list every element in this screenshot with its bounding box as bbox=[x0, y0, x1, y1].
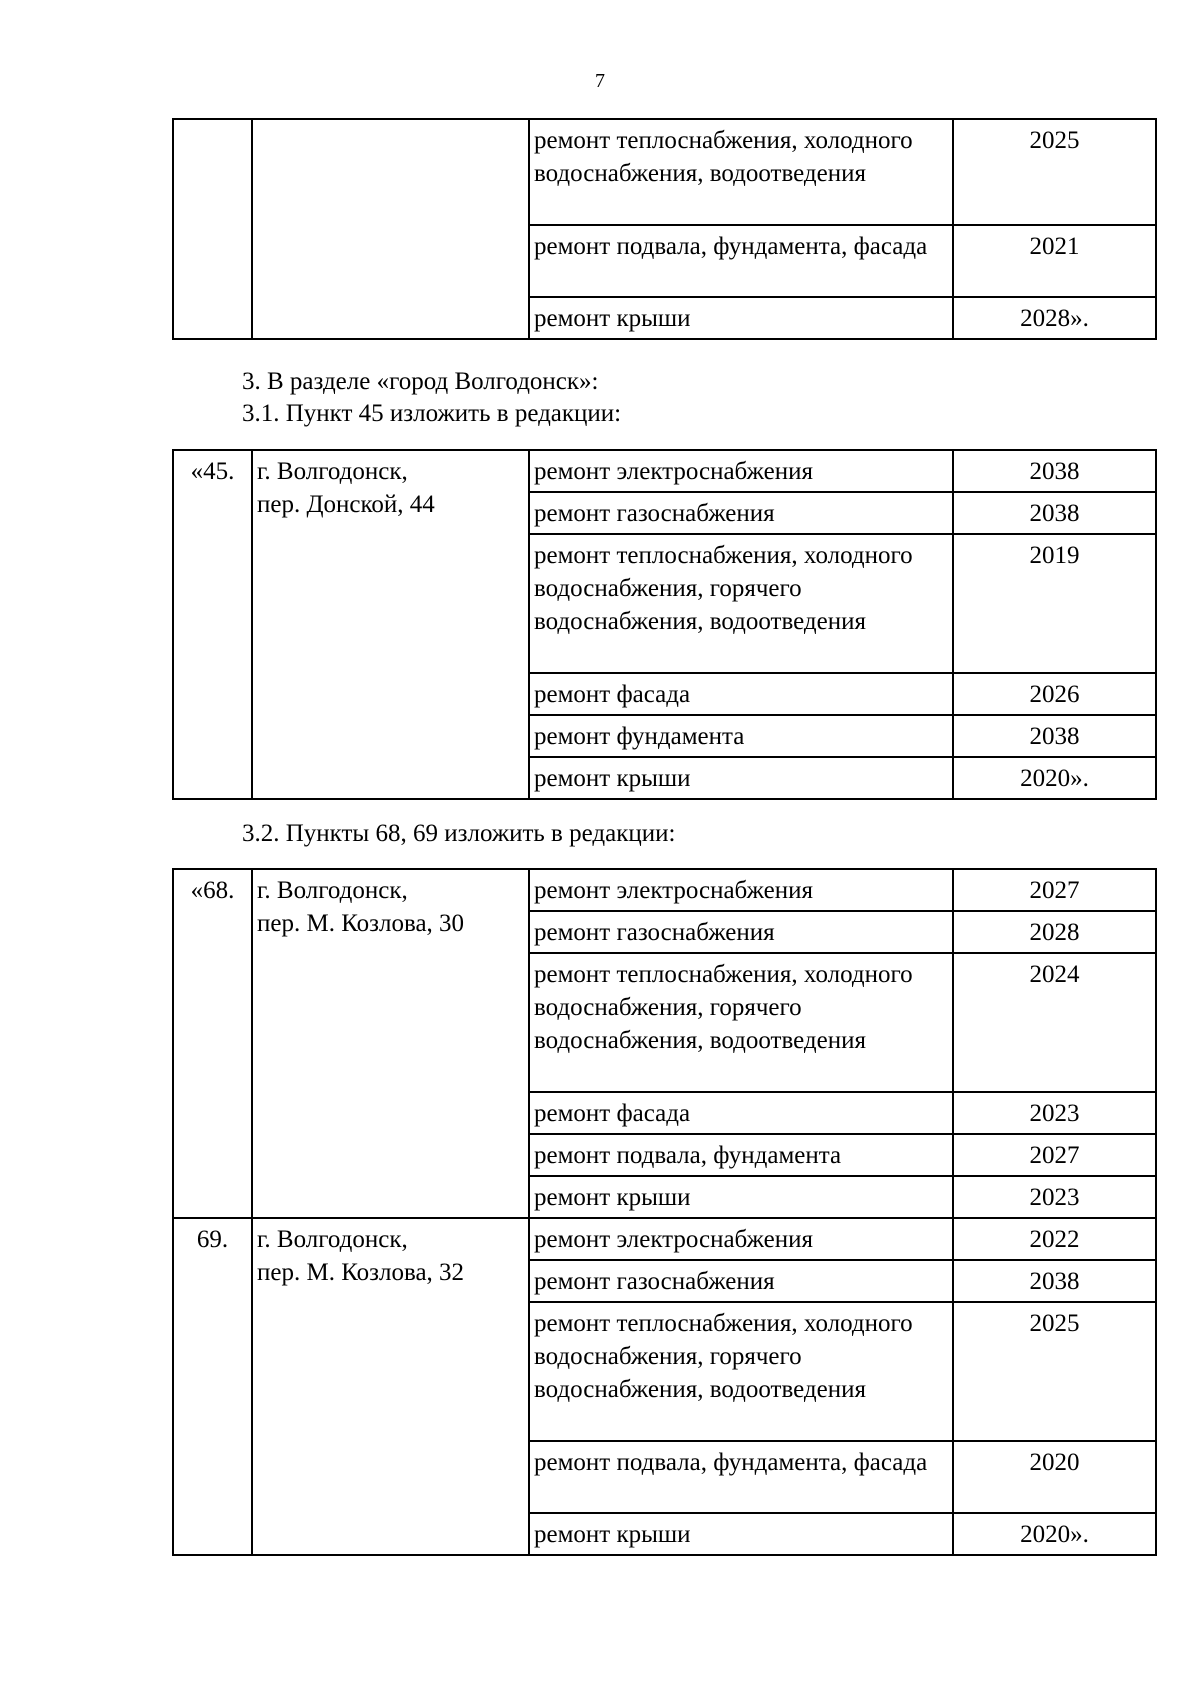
year-cell: 2026 bbox=[953, 673, 1156, 715]
year-cell: 2020». bbox=[953, 757, 1156, 799]
address-city: г. Волгодонск, bbox=[257, 1226, 408, 1253]
year-cell: 2025 bbox=[953, 119, 1156, 225]
item-number-cell bbox=[173, 119, 252, 339]
year-cell: 2027 bbox=[953, 869, 1156, 911]
address-street: пер. М. Козлова, 32 bbox=[257, 1259, 465, 1286]
year-cell: 2023 bbox=[953, 1176, 1156, 1218]
table-row bbox=[173, 119, 1156, 225]
year-cell: 2028». bbox=[953, 297, 1156, 339]
year-cell: 2020 bbox=[953, 1441, 1156, 1513]
work-type-cell: ремонт подвала, фундамента bbox=[529, 1134, 953, 1176]
work-type-cell: ремонт теплоснабжения, холодного водоснабжения, горячего водоснабжения, водоотведения bbox=[529, 953, 953, 1092]
paragraph-section-3-2: 3.2. Пункты 68, 69 изложить в редакции: bbox=[242, 820, 676, 847]
item-number-cell: «68. bbox=[173, 869, 252, 1218]
address-street: пер. Донской, 44 bbox=[257, 491, 435, 518]
table-row bbox=[173, 869, 1156, 911]
work-type-cell: ремонт газоснабжения bbox=[529, 492, 953, 534]
year-cell: 2038 bbox=[953, 1260, 1156, 1302]
address-city: г. Волгодонск, bbox=[257, 877, 408, 904]
year-cell: 2021 bbox=[953, 225, 1156, 297]
address-cell bbox=[252, 1218, 529, 1555]
table-item-45 bbox=[172, 449, 1157, 800]
address-cell bbox=[252, 119, 529, 339]
work-type-cell: ремонт теплоснабжения, холодного водоснабжения, водоотведения bbox=[529, 119, 953, 225]
address-street: пер. М. Козлова, 30 bbox=[257, 910, 465, 937]
table-items-68-69 bbox=[172, 868, 1157, 1556]
work-type-cell: ремонт газоснабжения bbox=[529, 911, 953, 953]
address-cell bbox=[252, 450, 529, 799]
work-type-cell: ремонт газоснабжения bbox=[529, 1260, 953, 1302]
year-cell: 2024 bbox=[953, 953, 1156, 1092]
paragraph-section-3-1: 3.1. Пункт 45 изложить в редакции: bbox=[242, 400, 622, 427]
work-type-cell: ремонт электроснабжения bbox=[529, 869, 953, 911]
year-cell: 2038 bbox=[953, 492, 1156, 534]
table-row bbox=[173, 450, 1156, 492]
work-type-cell: ремонт крыши bbox=[529, 1513, 953, 1555]
work-type-cell: ремонт крыши bbox=[529, 1176, 953, 1218]
year-cell: 2025 bbox=[953, 1302, 1156, 1441]
work-type-cell: ремонт подвала, фундамента, фасада bbox=[529, 1441, 953, 1513]
table-continuation bbox=[172, 118, 1157, 340]
work-type-cell: ремонт теплоснабжения, холодного водоснабжения, горячего водоснабжения, водоотведения bbox=[529, 1302, 953, 1441]
paragraph-section-3: 3. В разделе «город Волгодонск»: bbox=[242, 368, 599, 395]
address-city: г. Волгодонск, bbox=[257, 458, 408, 485]
table-row bbox=[173, 1218, 1156, 1260]
work-type-cell: ремонт подвала, фундамента, фасада bbox=[529, 225, 953, 297]
work-type-cell: ремонт крыши bbox=[529, 757, 953, 799]
page-number: 7 bbox=[595, 70, 605, 92]
work-type-cell: ремонт электроснабжения bbox=[529, 450, 953, 492]
address-cell bbox=[252, 869, 529, 1218]
work-type-cell: ремонт крыши bbox=[529, 297, 953, 339]
year-cell: 2027 bbox=[953, 1134, 1156, 1176]
work-type-cell: ремонт фасада bbox=[529, 1092, 953, 1134]
year-cell: 2038 bbox=[953, 715, 1156, 757]
year-cell: 2019 bbox=[953, 534, 1156, 673]
work-type-cell: ремонт фасада bbox=[529, 673, 953, 715]
year-cell: 2038 bbox=[953, 450, 1156, 492]
year-cell: 2022 bbox=[953, 1218, 1156, 1260]
year-cell: 2028 bbox=[953, 911, 1156, 953]
item-number-cell: «45. bbox=[173, 450, 252, 799]
item-number-cell: 69. bbox=[173, 1218, 252, 1555]
year-cell: 2020». bbox=[953, 1513, 1156, 1555]
work-type-cell: ремонт теплоснабжения, холодного водоснабжения, горячего водоснабжения, водоотведения bbox=[529, 534, 953, 673]
work-type-cell: ремонт фундамента bbox=[529, 715, 953, 757]
year-cell: 2023 bbox=[953, 1092, 1156, 1134]
work-type-cell: ремонт электроснабжения bbox=[529, 1218, 953, 1260]
